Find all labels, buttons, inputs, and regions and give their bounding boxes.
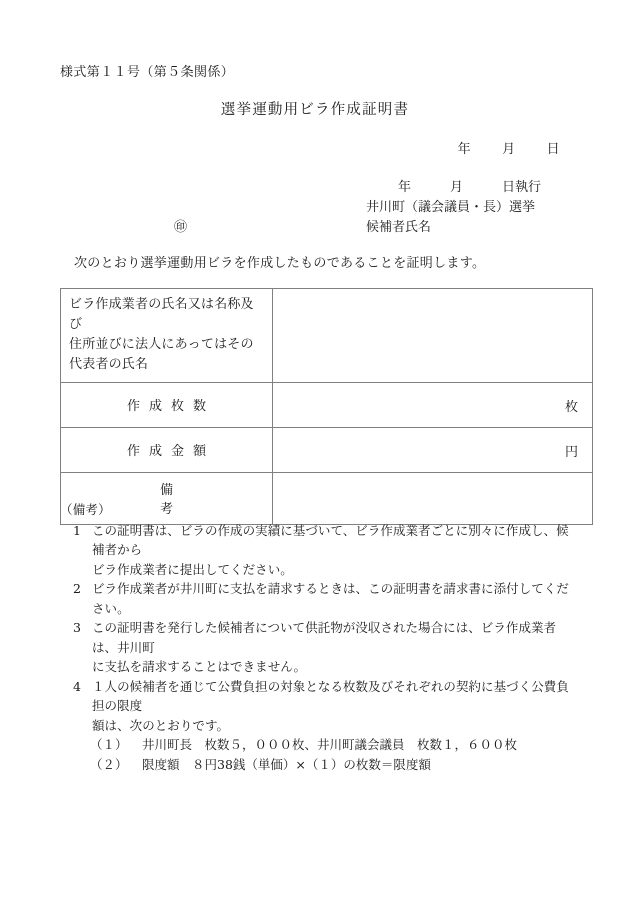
note-line: ビラ作成業者に提出してください。 (92, 561, 293, 577)
sheet-count-unit: 枚 (564, 399, 578, 415)
note-number: 3 (73, 620, 81, 635)
form-number: 様式第１１号（第５条関係） (60, 65, 235, 80)
issue-date-line (0, 138, 560, 157)
table-row (61, 428, 593, 473)
note-item-4 (60, 677, 580, 736)
sub-item-text: 限度額 ８円38銭（単価）×（１）の枚数＝限度額 (142, 756, 431, 772)
document-title: 選挙運動用ビラ作成証明書 (220, 102, 410, 118)
candidate-name-label: 候補者氏名 (366, 220, 432, 235)
month-label: 月 (502, 142, 516, 157)
remarks-label: 備考 (159, 483, 231, 517)
sub-item-text: 井川町長 枚数５，０００枚、井川町議会議員 枚数１，６００枚 (142, 737, 518, 752)
table-row (61, 383, 593, 428)
execution-date-line: 年 月 日執行 (398, 180, 542, 195)
candidate-name-row (0, 218, 560, 238)
note-line: この証明書を発行した候補者について供託物が没収された場合には、ビラ作成業者は、井川町 (92, 620, 557, 655)
notes-section (60, 500, 580, 774)
note-text (92, 521, 580, 580)
amount-value-field[interactable] (273, 428, 593, 473)
note-line: に支払を請求することはできません。 (92, 659, 307, 674)
note-item-1 (60, 521, 580, 580)
issuer-block (0, 178, 560, 238)
vendor-value-field[interactable] (273, 289, 593, 383)
note-number: 2 (73, 581, 81, 596)
notes-heading: （備考） (60, 502, 111, 517)
year-label: 年 (457, 142, 471, 157)
sub-item-number: （１） (90, 737, 128, 752)
note-number: 1 (73, 522, 81, 538)
sheet-count-value-field[interactable] (273, 383, 593, 428)
note-text (92, 618, 580, 677)
note-text (92, 579, 580, 618)
certificate-table (60, 288, 593, 525)
sub-item-number: （２） (90, 756, 128, 772)
table-cell-label (61, 383, 273, 428)
note-sub-item-1 (60, 735, 580, 755)
note-item-3 (60, 618, 580, 677)
note-line: 額は、次のとおりです。 (92, 717, 230, 733)
sheet-count-label: 作成枚数 (126, 399, 215, 414)
vendor-label-line1: ビラ作成業者の氏名又は名称及び (69, 297, 254, 332)
note-item-2 (60, 579, 580, 618)
note-number: 4 (73, 678, 81, 694)
table-row (61, 289, 593, 383)
table-cell-label (61, 428, 273, 473)
amount-label: 作成金額 (126, 444, 215, 459)
amount-unit: 円 (564, 444, 578, 460)
note-text (92, 677, 580, 736)
table-cell-label (61, 289, 273, 383)
seal-icon: ㊞ (174, 220, 188, 235)
vendor-label (69, 295, 264, 375)
vendor-label-line3: 代表者の氏名 (69, 357, 149, 372)
election-name: 井川町（議会議員・長）選挙 (366, 200, 536, 215)
note-line: ビラ作成業者が井川町に支払を請求するときは、この証明書を請求書に添付してください。 (92, 581, 569, 616)
vendor-label-line2: 住所並びに法人にあってはその (69, 337, 254, 352)
intro-sentence: 次のとおり選挙運動用ビラを作成したものであることを証明します。 (74, 256, 486, 271)
day-label: 日 (546, 142, 560, 157)
note-sub-item-2 (60, 755, 580, 775)
note-line: この証明書は、ビラの作成の実績に基づいて、ビラ作成業者ごとに別々に作成し、候補者から (92, 522, 569, 557)
note-line: １人の候補者を通じて公費負担の対象となる枚数及びそれぞれの契約に基づく公費負担の限度 (92, 678, 569, 713)
